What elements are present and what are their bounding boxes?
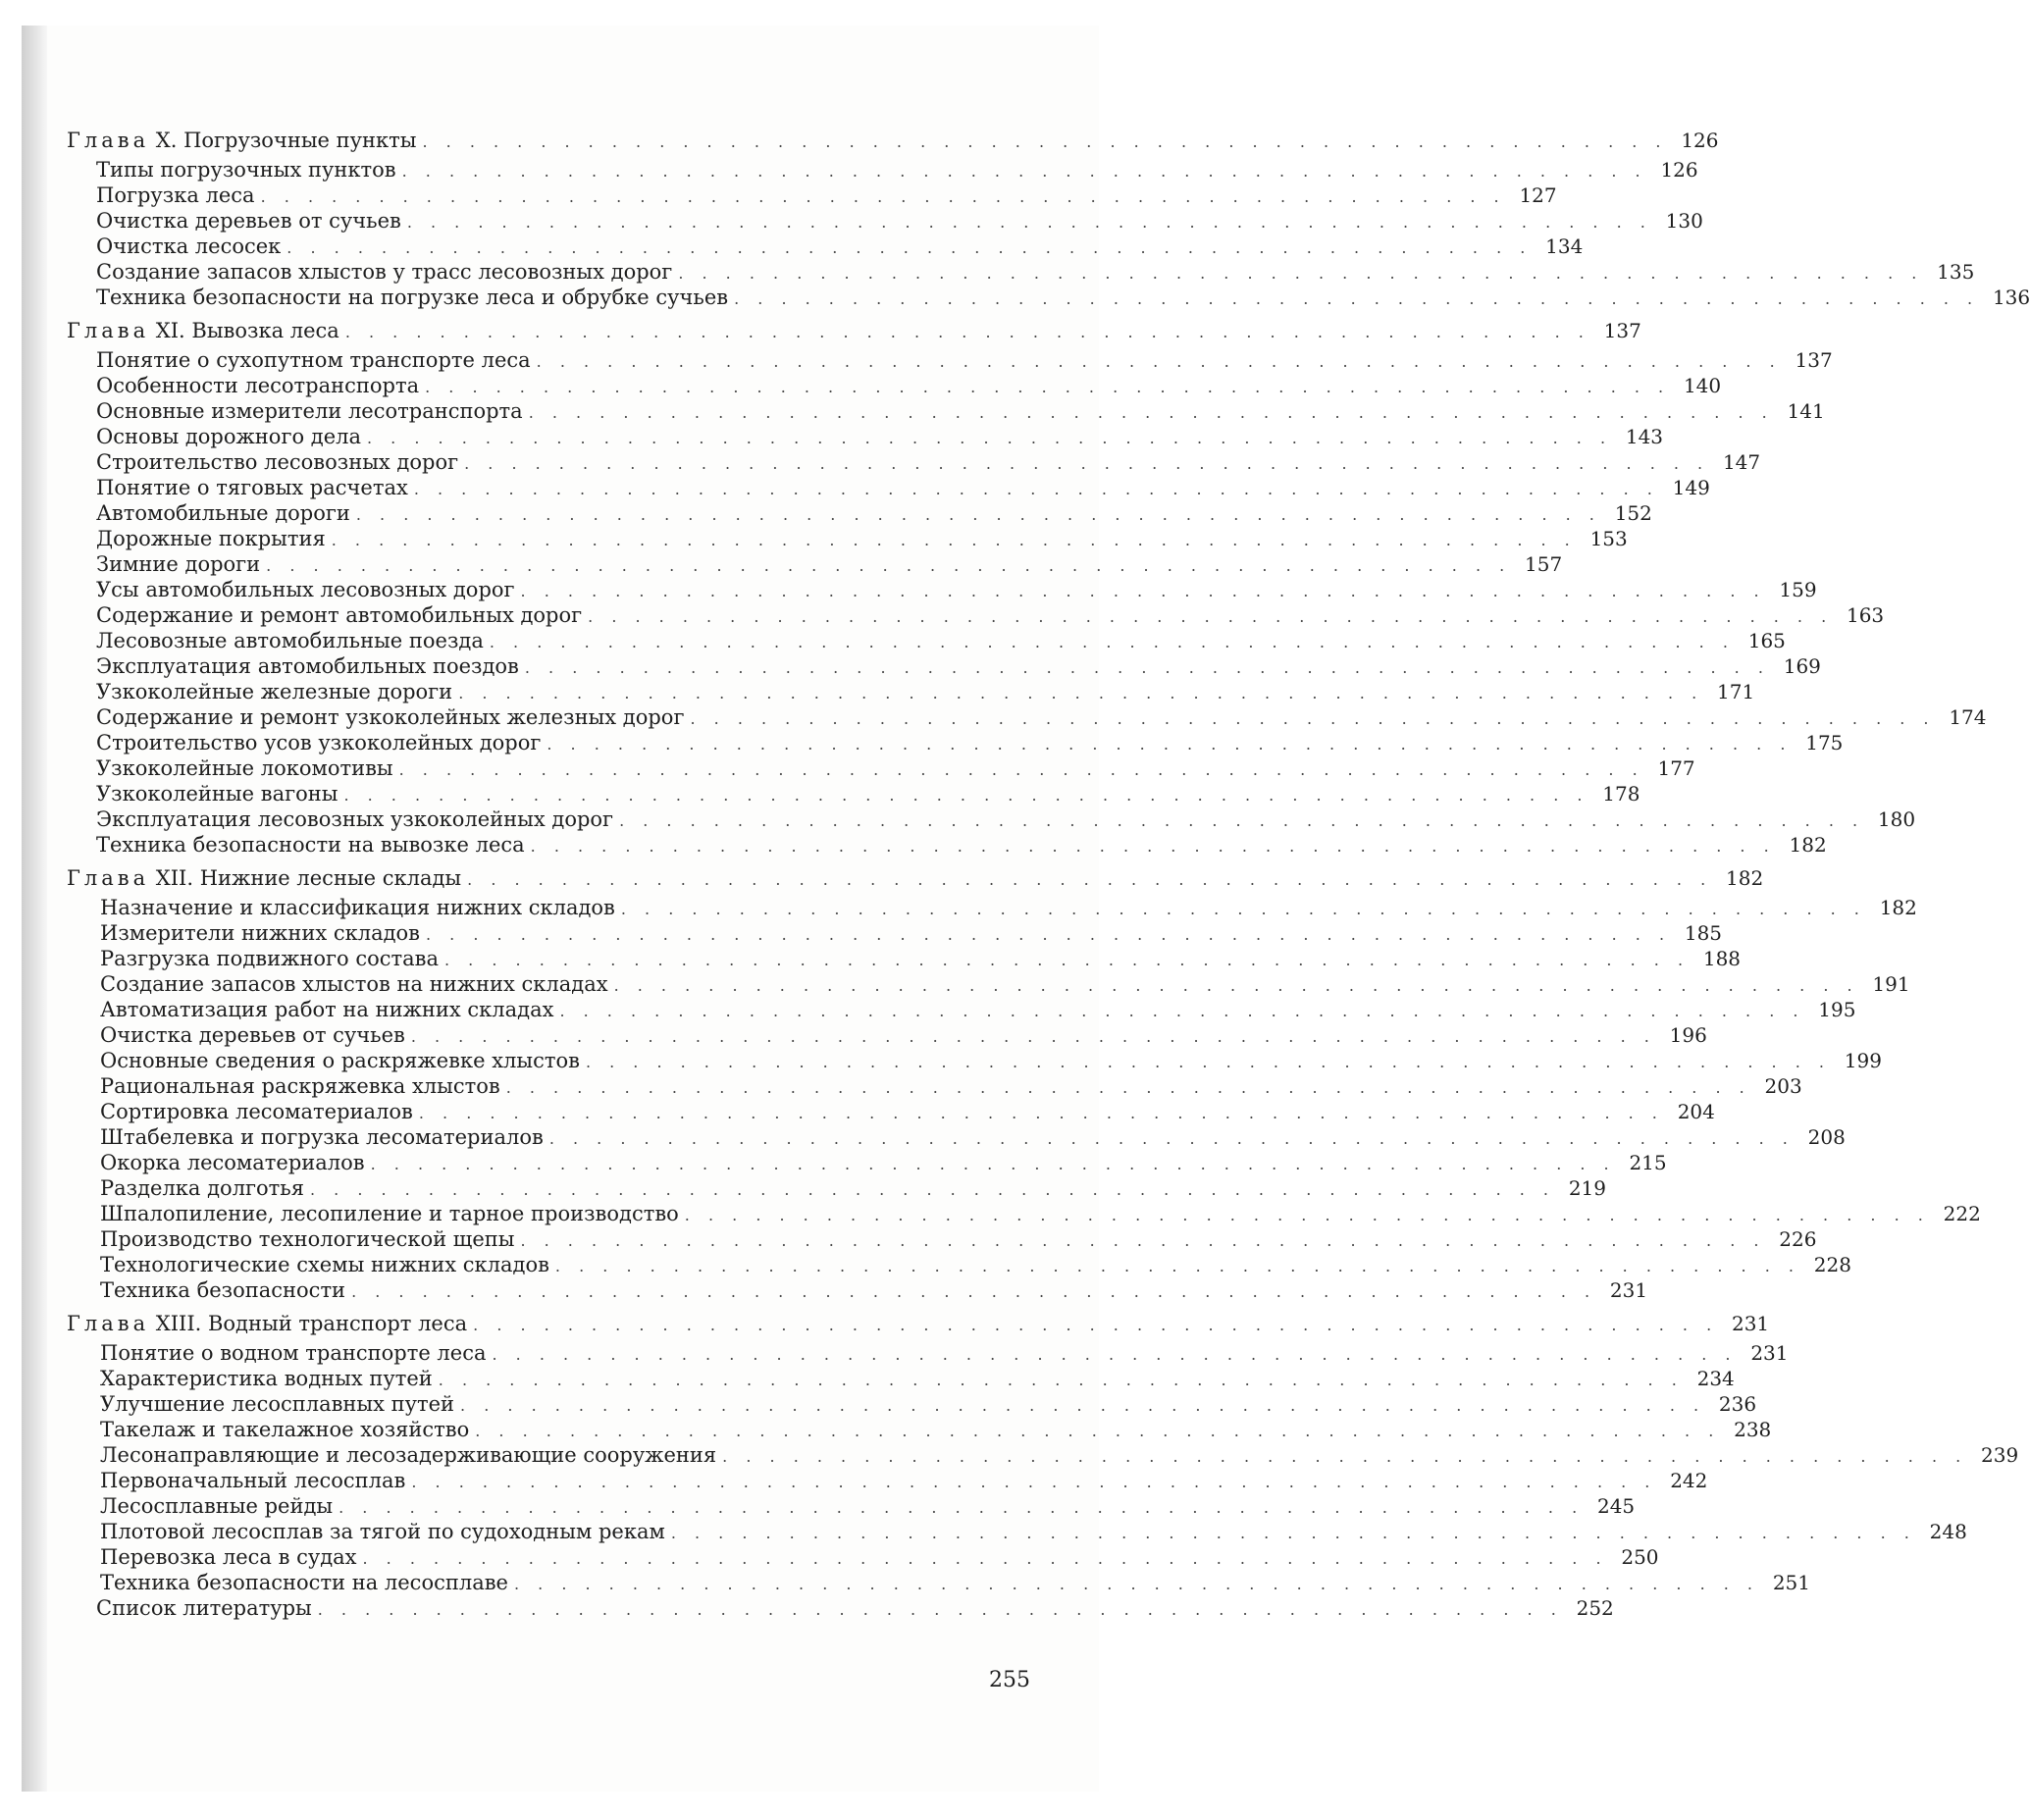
toc-page-number: 196 [1669,1023,1707,1047]
dot-leader: . . . . . . . . . . . . . . . . . . . . . . . . . . . . . . . . . . . . . . . . . . . . . . . . . . . . . [475,1422,1721,1440]
toc-entry-title: Очистка деревьев от сучьев [96,209,401,233]
toc-entry-title: Очистка лесосек [96,234,282,258]
toc-entry-title: Измерители нижних складов [100,921,420,945]
toc-section-row [67,920,1723,946]
toc-entry-title: Разгрузка подвижного состава [100,947,439,970]
toc-section-row [67,971,1910,997]
toc-entry-title: Техника безопасности на погрузке леса и обрубке сучьев [96,286,729,309]
toc-section-row [67,1544,1659,1570]
toc-page-number: 159 [1779,578,1817,601]
toc-section-row [67,1252,1851,1277]
toc-entry-title: Характеристика водных путей [100,1367,433,1390]
dot-leader: . . . . . . . . . . . . . . . . . . . . . . . . . . . . . . . . . . . . . . . . . . . . . . . . . . . . . [547,735,1793,754]
toc-entry-title: Строительство усов узкоколейных дорог [96,731,542,754]
dot-leader: . . . . . . . . . . . . . . . . . . . . . . . . . . . . . . . . . . . . . . . . . . . . . . . . . . . . . [548,1129,1795,1148]
toc-entry-title [67,318,339,343]
dot-leader: . . . . . . . . . . . . . . . . . . . . . . . . . . . . . . . . . . . . . . . . . . . . . . . . . . . . . [309,1180,1556,1199]
toc-entry-title: Список литературы [96,1596,312,1620]
toc-section-row [67,602,1885,628]
toc-entry-title [67,128,416,153]
toc-section-row [67,551,1563,577]
toc-section-row [67,424,1664,449]
dot-leader: . . . . . . . . . . . . . . . . . . . . . . . . . . . . . . . . . . . . . . . . . . . . . . . . . . . . . [520,1231,1766,1250]
dot-leader: . . . . . . . . . . . . . . . . . . . . . . . . . . . . . . . . . . . . . . . . . . . . . . . . . . . . . [530,837,1776,856]
toc-section-row [67,1468,1708,1493]
toc-entry-title: Окорка лесоматериалов [100,1151,365,1174]
toc-section-row [67,755,1695,781]
toc-entry-title [67,1311,467,1336]
dot-leader: . . . . . . . . . . . . . . . . . . . . . . . . . . . . . . . . . . . . . . . . . . . . . . . . . . . . . [444,951,1691,969]
toc-page-number: 182 [1726,866,1764,890]
toc-section-row [67,628,1786,653]
toc-section-row [67,285,2030,310]
dot-leader: . . . . . . . . . . . . . . . . . . . . . . . . . . . . . . . . . . . . . . . . . . . . . . . . . . . . . [554,1257,1800,1275]
toc-entry-title: Техника безопасности на лесосплаве [100,1571,508,1594]
dot-leader: . . . . . . . . . . . . . . . . . . . . . . . . . . . . . . . . . . . . . . . . . . . . . . . . . . . . . [410,1027,1656,1046]
toc-entry-title: Понятие о тяговых расчетах [96,476,408,499]
toc-section-row [67,449,1761,475]
dot-leader: . . . . . . . . . . . . . . . . . . . . . . . . . . . . . . . . . . . . . . . . . . . . . . . . . . . . . [355,505,1601,524]
dot-leader: . . . . . . . . . . . . . . . . . . . . . . . . . . . . . . . . . . . . . . . . . . . . . . . . . . . . . [528,403,1774,422]
page-number: 255 [989,1668,1030,1692]
toc-entry-title: Погрузка леса [96,183,255,207]
chapter-title: X. Погрузочные пункты [155,129,417,152]
toc-page-number: 157 [1525,552,1563,576]
toc-entry-title: Плотовой лесосплав за тягой по судоходным рекам [100,1520,665,1543]
toc-chapter-row [67,865,1764,891]
toc-section-row [67,895,1917,920]
toc-section-row [67,946,1742,971]
table-of-contents [67,120,2030,1621]
toc-entry-title: Особенности лесотранспорта [96,374,420,397]
toc-page-number: 163 [1846,603,1885,627]
toc-section-row [67,679,1755,704]
dot-leader: . . . . . . . . . . . . . . . . . . . . . . . . . . . . . . . . . . . . . . . . . . . . . . . . . . . . . [620,900,1866,918]
dot-leader: . . . . . . . . . . . . . . . . . . . . . . . . . . . . . . . . . . . . . . . . . . . . . . . . . . . . . [413,480,1659,498]
toc-section-row [67,347,1833,373]
toc-chapter-row [67,318,1641,343]
toc-page-number: 137 [1603,319,1641,342]
toc-section-row [67,832,1827,858]
dot-leader: . . . . . . . . . . . . . . . . . . . . . . . . . . . . . . . . . . . . . . . . . . . . . . . . . . . . . [458,684,1704,702]
toc-page-number: 171 [1717,680,1755,703]
toc-page-number: 136 [1992,286,2030,309]
toc-entry-title: Содержание и ремонт узкоколейных железных дорог [96,705,685,729]
toc-page-number: 215 [1629,1151,1667,1174]
dot-leader: . . . . . . . . . . . . . . . . . . . . . . . . . . . . . . . . . . . . . . . . . . . . . . . . . . . . . [331,531,1577,549]
toc-section-row [67,1519,1967,1544]
toc-section-row [67,1442,2019,1468]
dot-leader: . . . . . . . . . . . . . . . . . . . . . . . . . . . . . . . . . . . . . . . . . . . . . . . . . . . . . [266,556,1512,575]
toc-entry-title: Дорожные покрытия [96,527,326,550]
toc-entry-title: Усы автомобильных лесовозных дорог [96,578,515,601]
toc-page-number: 126 [1660,158,1698,182]
dot-leader: . . . . . . . . . . . . . . . . . . . . . . . . . . . . . . . . . . . . . . . . . . . . . . . . . . . . . [464,454,1710,473]
toc-page-number: 219 [1568,1176,1607,1200]
toc-entry-title: Зимние дороги [96,552,261,576]
dot-leader: . . . . . . . . . . . . . . . . . . . . . . . . . . . . . . . . . . . . . . . . . . . . . . . . . . . . . [467,870,1713,889]
toc-section-row [67,373,1722,398]
toc-entry-title: Улучшение лесосплавных путей [100,1392,455,1416]
toc-page-number: 228 [1813,1253,1851,1276]
toc-section-row [67,1150,1667,1175]
toc-entry-title: Понятие о сухопутном транспорте леса [96,348,531,372]
toc-section-row [67,806,1916,832]
toc-page-number: 140 [1683,374,1722,397]
dot-leader: . . . . . . . . . . . . . . . . . . . . . . . . . . . . . . . . . . . . . . . . . . . . . . . . . . . . . [492,1345,1738,1364]
toc-section-row [67,1570,1810,1595]
toc-section-row [67,1175,1607,1201]
toc-entry-title: Шпалопиление, лесопиление и тарное производство [100,1202,679,1225]
toc-entry-title [67,865,461,891]
toc-page-number: 143 [1625,425,1664,448]
toc-page-number: 191 [1872,972,1910,996]
toc-entry-title: Разделка долготья [100,1176,304,1200]
dot-leader: . . . . . . . . . . . . . . . . . . . . . . . . . . . . . . . . . . . . . . . . . . . . . . . . . . . . . [370,1155,1616,1173]
toc-page-number: 149 [1672,476,1710,499]
toc-section-row [67,1493,1636,1519]
toc-page-number: 185 [1684,921,1723,945]
toc-section-row [67,259,1975,285]
toc-section-row [67,730,1844,755]
toc-page-number: 242 [1670,1469,1708,1492]
dot-leader: . . . . . . . . . . . . . . . . . . . . . . . . . . . . . . . . . . . . . . . . . . . . . . . . . . . . . [619,811,1865,830]
toc-section-row [67,1340,1789,1366]
toc-entry-title: Автомобильные дороги [96,501,350,525]
toc-entry-title: Такелаж и такелажное хозяйство [100,1418,470,1441]
toc-entry-title: Лесовозные автомобильные поезда [96,629,484,652]
toc-page-number: 239 [1981,1443,2019,1467]
toc-section-row [67,577,1817,602]
toc-section-row [67,1099,1715,1124]
dot-leader: . . . . . . . . . . . . . . . . . . . . . . . . . . . . . . . . . . . . . . . . . . . . . . . . . . . . . [344,323,1590,341]
toc-page-number: 195 [1818,998,1856,1021]
toc-page-number: 236 [1718,1392,1757,1416]
dot-leader: . . . . . . . . . . . . . . . . . . . . . . . . . . . . . . . . . . . . . . . . . . . . . . . . . . . . . [505,1078,1751,1097]
toc-page-number: 251 [1772,1571,1810,1594]
toc-page-number: 231 [1750,1341,1789,1365]
dot-leader: . . . . . . . . . . . . . . . . . . . . . . . . . . . . . . . . . . . . . . . . . . . . . . . . . . . . . [585,1053,1831,1071]
dot-leader: . . . . . . . . . . . . . . . . . . . . . . . . . . . . . . . . . . . . . . . . . . . . . . . . . . . . . [722,1447,1968,1466]
toc-entry-title: Техника безопасности [100,1278,346,1302]
toc-page-number: 126 [1681,129,1719,152]
dot-leader: . . . . . . . . . . . . . . . . . . . . . . . . . . . . . . . . . . . . . . . . . . . . . . . . . . . . . [425,378,1671,396]
toc-page-number: 178 [1602,782,1640,806]
dot-leader: . . . . . . . . . . . . . . . . . . . . . . . . . . . . . . . . . . . . . . . . . . . . . . . . . . . . . [438,1371,1684,1389]
toc-page-number: 165 [1747,629,1786,652]
toc-entry-title: Штабелевка и погрузка лесоматериалов [100,1125,544,1149]
toc-entry-title: Основные измерители лесотранспорта [96,399,523,423]
toc-section-row [67,500,1652,526]
toc-page-number: 204 [1677,1100,1715,1123]
toc-page-number: 203 [1764,1074,1802,1098]
page-binding-shadow [22,26,47,1792]
toc-section-row [67,234,1584,259]
toc-page-number: 250 [1621,1545,1659,1569]
toc-page-number: 153 [1589,527,1628,550]
dot-leader: . . . . . . . . . . . . . . . . . . . . . . . . . . . . . . . . . . . . . . . . . . . . . . . . . . . . . [670,1524,1916,1542]
toc-entry-title: Основы дорожного дела [96,425,361,448]
toc-entry-title: Понятие о водном транспорте леса [100,1341,487,1365]
dot-leader: . . . . . . . . . . . . . . . . . . . . . . . . . . . . . . . . . . . . . . . . . . . . . . . . . . . . . [398,760,1644,779]
dot-leader: . . . . . . . . . . . . . . . . . . . . . . . . . . . . . . . . . . . . . . . . . . . . . . . . . . . . . [536,352,1782,371]
toc-backmatter-row [67,1595,1614,1621]
dot-leader: . . . . . . . . . . . . . . . . . . . . . . . . . . . . . . . . . . . . . . . . . . . . . . . . . . . . . [260,187,1506,206]
dot-leader: . . . . . . . . . . . . . . . . . . . . . . . . . . . . . . . . . . . . . . . . . . . . . . . . . . . . . [411,1473,1657,1491]
chapter-title: XII. Нижние лесные склады [155,866,462,890]
dot-leader: . . . . . . . . . . . . . . . . . . . . . . . . . . . . . . . . . . . . . . . . . . . . . . . . . . . . . [422,132,1668,151]
toc-section-row [67,1124,1846,1150]
toc-entry-title: Производство технологической щепы [100,1227,515,1251]
dot-leader: . . . . . . . . . . . . . . . . . . . . . . . . . . . . . . . . . . . . . . . . . . . . . . . . . . . . . [524,658,1770,677]
chapter-title: XI. Вывозка леса [155,319,339,342]
dot-leader: . . . . . . . . . . . . . . . . . . . . . . . . . . . . . . . . . . . . . . . . . . . . . . . . . . . . . [286,238,1533,257]
toc-page-number: 238 [1734,1418,1772,1441]
toc-page-number: 231 [1609,1278,1648,1302]
dot-leader: . . . . . . . . . . . . . . . . . . . . . . . . . . . . . . . . . . . . . . . . . . . . . . . . . . . . . [317,1600,1563,1619]
toc-section-row [67,704,1987,730]
chapter-word: Глава [67,319,150,342]
toc-entry-title: Узкоколейные локомотивы [96,756,393,780]
dot-leader: . . . . . . . . . . . . . . . . . . . . . . . . . . . . . . . . . . . . . . . . . . . . . . . . . . . . . [734,289,1980,308]
toc-section-row [67,653,1821,679]
toc-section-row [67,997,1856,1022]
dot-leader: . . . . . . . . . . . . . . . . . . . . . . . . . . . . . . . . . . . . . . . . . . . . . . . . . . . . . [613,976,1859,995]
toc-entry-title: Создание запасов хлыстов у трасс лесовозных дорог [96,260,673,284]
chapter-word: Глава [67,866,150,890]
toc-entry-title: Очистка деревьев от сучьев [100,1023,405,1047]
toc-entry-title: Создание запасов хлыстов на нижних складах [100,972,608,996]
toc-page-number: 182 [1879,896,1917,919]
toc-page-number: 147 [1722,450,1761,474]
toc-page-number: 248 [1929,1520,1967,1543]
toc-page-number: 252 [1576,1596,1614,1620]
toc-chapter-row [67,128,1719,153]
toc-section-row [67,208,1703,234]
dot-leader: . . . . . . . . . . . . . . . . . . . . . . . . . . . . . . . . . . . . . . . . . . . . . . . . . . . . . [367,429,1613,447]
toc-entry-title: Техника безопасности на вывозке леса [96,833,525,857]
toc-section-row [67,1391,1757,1417]
toc-section-row [67,1277,1648,1303]
toc-page-number: 208 [1807,1125,1846,1149]
toc-section-row [67,1226,1817,1252]
toc-section-row [67,526,1628,551]
toc-page-number: 180 [1877,807,1916,831]
toc-section-row [67,1417,1772,1442]
toc-page-number: 182 [1789,833,1827,857]
toc-page-number: 245 [1596,1494,1636,1518]
toc-entry-title: Технологические схемы нижних складов [100,1253,549,1276]
toc-page-number: 222 [1943,1202,1981,1225]
toc-entry-title: Лесонаправляющие и лесозадерживающие сооружения [100,1443,717,1467]
toc-entry-title: Перевозка леса в судах [100,1545,357,1569]
toc-entry-title: Эксплуатация лесовозных узкоколейных дорог [96,807,614,831]
toc-entry-title: Лесосплавные рейды [100,1494,334,1518]
dot-leader: . . . . . . . . . . . . . . . . . . . . . . . . . . . . . . . . . . . . . . . . . . . . . . . . . . . . . [343,786,1589,805]
dot-leader: . . . . . . . . . . . . . . . . . . . . . . . . . . . . . . . . . . . . . . . . . . . . . . . . . . . . . [362,1549,1608,1568]
toc-section-row [67,398,1825,424]
toc-entry-title: Эксплуатация автомобильных поездов [96,654,519,678]
toc-entry-title: Основные сведения о раскряжевке хлыстов [100,1049,580,1072]
toc-page-number: 152 [1614,501,1652,525]
toc-section-row [67,781,1640,806]
toc-section-row [67,157,1698,182]
dot-leader: . . . . . . . . . . . . . . . . . . . . . . . . . . . . . . . . . . . . . . . . . . . . . . . . . . . . . [513,1575,1759,1593]
chapter-title: XIII. Водный транспорт леса [155,1312,468,1335]
dot-leader: . . . . . . . . . . . . . . . . . . . . . . . . . . . . . . . . . . . . . . . . . . . . . . . . . . . . . [489,633,1735,651]
toc-page-number: 177 [1657,756,1695,780]
toc-page-number: 199 [1844,1049,1882,1072]
dot-leader: . . . . . . . . . . . . . . . . . . . . . . . . . . . . . . . . . . . . . . . . . . . . . . . . . . . . . [559,1002,1805,1020]
dot-leader: . . . . . . . . . . . . . . . . . . . . . . . . . . . . . . . . . . . . . . . . . . . . . . . . . . . . . [418,1104,1664,1122]
toc-section-row [67,182,1557,208]
toc-chapter-row [67,1311,1770,1336]
chapter-word: Глава [67,1312,150,1335]
toc-entry-title: Типы погрузочных пунктов [96,158,396,182]
dot-leader: . . . . . . . . . . . . . . . . . . . . . . . . . . . . . . . . . . . . . . . . . . . . . . . . . . . . . [520,582,1766,600]
chapter-word: Глава [67,129,150,152]
toc-entry-title: Узкоколейные железные дороги [96,680,453,703]
toc-entry-title: Назначение и классификация нижних складов [100,896,615,919]
toc-section-row [67,1201,1981,1226]
toc-page-number: 231 [1731,1312,1770,1335]
toc-page-number: 234 [1696,1367,1735,1390]
dot-leader: . . . . . . . . . . . . . . . . . . . . . . . . . . . . . . . . . . . . . . . . . . . . . . . . . . . . . [401,162,1647,181]
toc-entry-title: Первоначальный лесосплав [100,1469,406,1492]
toc-page-number: 137 [1795,348,1833,372]
toc-entry-title: Строительство лесовозных дорог [96,450,459,474]
toc-section-row [67,1022,1707,1048]
dot-leader: . . . . . . . . . . . . . . . . . . . . . . . . . . . . . . . . . . . . . . . . . . . . . . . . . . . . . [460,1396,1706,1415]
toc-entry-title: Рациональная раскряжевка хлыстов [100,1074,500,1098]
toc-page-number: 141 [1787,399,1825,423]
toc-entry-title: Сортировка лесоматериалов [100,1100,413,1123]
dot-leader: . . . . . . . . . . . . . . . . . . . . . . . . . . . . . . . . . . . . . . . . . . . . . . . . . . . . . [684,1206,1930,1224]
toc-page-number: 175 [1805,731,1844,754]
toc-entry-title: Автоматизация работ на нижних складах [100,998,554,1021]
toc-section-row [67,1366,1735,1391]
toc-section-row [67,475,1710,500]
toc-section-row [67,1048,1882,1073]
toc-page-number: 130 [1665,209,1703,233]
toc-page-number: 226 [1779,1227,1817,1251]
toc-page-number: 174 [1949,705,1987,729]
dot-leader: . . . . . . . . . . . . . . . . . . . . . . . . . . . . . . . . . . . . . . . . . . . . . . . . . . . . . [690,709,1936,728]
toc-page-number: 134 [1545,234,1584,258]
toc-page-number: 188 [1702,947,1742,970]
dot-leader: . . . . . . . . . . . . . . . . . . . . . . . . . . . . . . . . . . . . . . . . . . . . . . . . . . . . . [588,607,1834,626]
dot-leader: . . . . . . . . . . . . . . . . . . . . . . . . . . . . . . . . . . . . . . . . . . . . . . . . . . . . . [473,1316,1719,1334]
toc-entry-title: Содержание и ремонт автомобильных дорог [96,603,583,627]
toc-page-number: 135 [1937,260,1975,284]
dot-leader: . . . . . . . . . . . . . . . . . . . . . . . . . . . . . . . . . . . . . . . . . . . . . . . . . . . . . [338,1498,1585,1517]
toc-page-number: 169 [1783,654,1821,678]
toc-page-number: 127 [1519,183,1557,207]
dot-leader: . . . . . . . . . . . . . . . . . . . . . . . . . . . . . . . . . . . . . . . . . . . . . . . . . . . . . [426,925,1672,944]
dot-leader: . . . . . . . . . . . . . . . . . . . . . . . . . . . . . . . . . . . . . . . . . . . . . . . . . . . . . [406,213,1652,232]
toc-section-row [67,1073,1802,1099]
dot-leader: . . . . . . . . . . . . . . . . . . . . . . . . . . . . . . . . . . . . . . . . . . . . . . . . . . . . . [678,264,1924,283]
toc-entry-title: Узкоколейные вагоны [96,782,338,806]
dot-leader: . . . . . . . . . . . . . . . . . . . . . . . . . . . . . . . . . . . . . . . . . . . . . . . . . . . . . [351,1282,1597,1301]
